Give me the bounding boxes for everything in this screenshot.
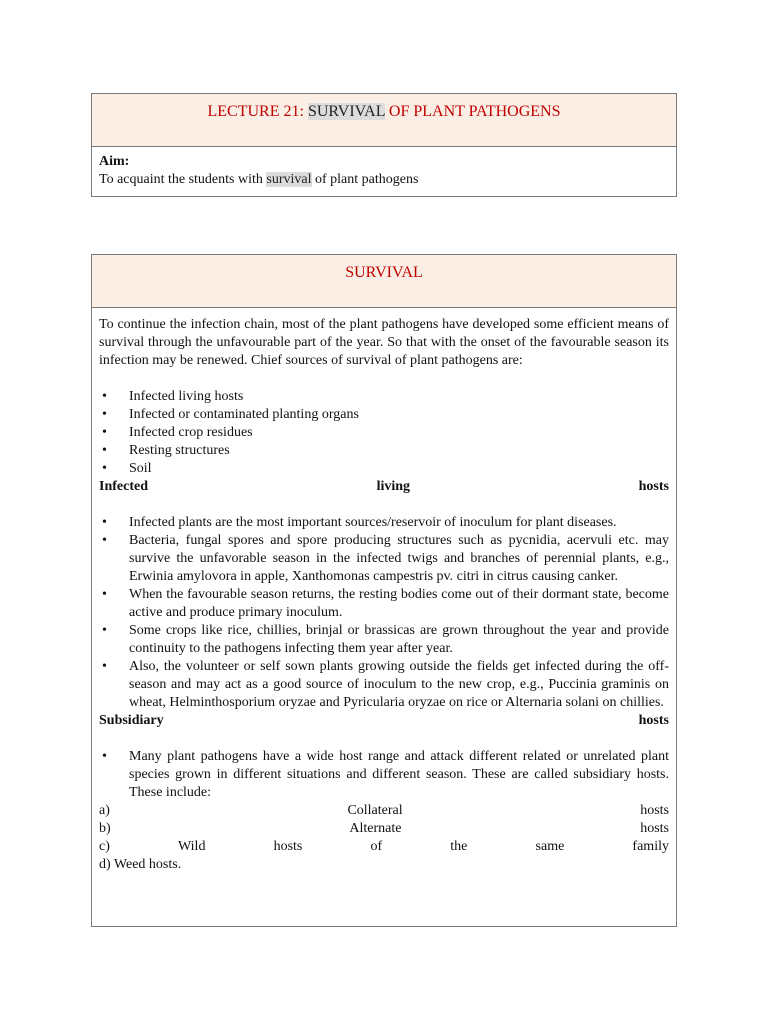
line-token: hosts [640, 803, 669, 818]
aim-text-highlight: survival [266, 172, 312, 187]
line-token: Alternate [349, 821, 402, 836]
list-item: • Many plant pathogens have a wide host range and attack different related or unrelated plant species grown in different situations and different season. These are called subsidiary hosts. These include: [99, 748, 669, 802]
heading-word: Subsidiary [99, 713, 164, 728]
survival-title: SURVIVAL [92, 255, 676, 308]
list-item: • Infected crop residues [99, 424, 669, 442]
aim-label: Aim: [99, 154, 130, 169]
line-token: same [535, 839, 565, 854]
host-line-c [99, 838, 669, 856]
list-item: • Resting structures [99, 442, 669, 460]
line-token: hosts [273, 839, 303, 854]
line-token: c) [99, 839, 110, 854]
aim-text [99, 171, 669, 189]
heading-word: living [376, 479, 411, 494]
list-item: • Also, the volunteer or self sown plants growing outside the fields get infected during the off-season and may act as a good source of inoculum to the new crop, e.g., Puccinia graminis on wheat, Helminthosporium oryzae and Pyricularia oryzae on rice or Alternaria solani on chillies. [99, 658, 669, 712]
line-token: a) [99, 803, 110, 818]
lecture-header-box [91, 93, 677, 197]
host-line-b [99, 820, 669, 838]
survival-body [92, 308, 676, 874]
list-item: • Infected living hosts [99, 388, 669, 406]
list-item: • Infected plants are the most important sources/reservoir of inoculum for plant diseases. [99, 514, 669, 532]
infected-points-list [99, 514, 669, 712]
line-token: Collateral [347, 803, 403, 818]
sources-list [99, 388, 669, 478]
subsidiary-points-list [99, 748, 669, 802]
aim-text-before: To acquaint the students with [99, 172, 267, 187]
heading-word: hosts [638, 479, 669, 494]
intro-paragraph: To continue the infection chain, most of the plant pathogens have developed some efficient means of survival through the unfavourable part of the year. So that with the onset of the favourable season its infection may be renewed. Chief sources of survival of plant pathogens are: [99, 317, 669, 368]
list-item: • Bacteria, fungal spores and spore producing structures such as pycnidia, acervuli etc. may survive the unfavorable season in the infected twigs and branches of perennial plants, e.g., Erwinia amylovora in apple, Xanthomonas campestris pv. citri in citrus causing canker. [99, 532, 669, 586]
lecture-title [92, 94, 676, 147]
infected-living-hosts-heading [99, 478, 669, 496]
heading-word: Infected [99, 479, 148, 494]
host-line-d: d) Weed hosts. [99, 857, 182, 872]
title-highlight: SURVIVAL [307, 103, 385, 120]
subsidiary-hosts-heading [99, 712, 669, 730]
survival-box [91, 254, 677, 927]
line-token: the [450, 839, 468, 854]
aim-text-after: of plant pathogens [311, 172, 419, 187]
line-token: hosts [640, 821, 669, 836]
title-prefix: LECTURE 21: [207, 103, 308, 120]
list-item: • When the favourable season returns, the resting bodies come out of their dormant state, become active and produce primary inoculum. [99, 586, 669, 622]
host-line-a [99, 802, 669, 820]
line-token: b) [99, 821, 111, 836]
line-token: family [632, 839, 669, 854]
line-token: of [370, 839, 383, 854]
line-token: Wild [178, 839, 206, 854]
aim-section [92, 147, 676, 189]
list-item: • Infected or contaminated planting organs [99, 406, 669, 424]
title-suffix: OF PLANT PATHOGENS [384, 103, 561, 120]
list-item: • Soil [99, 460, 669, 478]
list-item: • Some crops like rice, chillies, brinjal or brassicas are grown throughout the year and provide continuity to the pathogens infecting them year after year. [99, 622, 669, 658]
heading-word: hosts [638, 713, 669, 728]
